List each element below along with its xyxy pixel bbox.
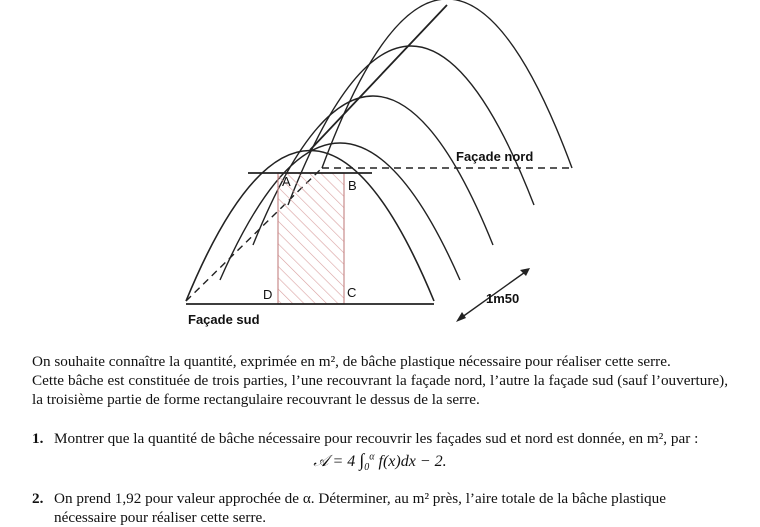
- formula-lhs: 𝒜 = 4: [313, 453, 356, 470]
- question-2: [32, 489, 728, 527]
- question-1-text: Montrer que la quantité de bâche nécessaire pour recouvrir les façades sud et nord est donnée, en m², par :: [54, 430, 699, 447]
- intro-line-2: Cette bâche est constituée de trois parties, l’une recouvrant la façade nord, l’autre la façade sud (sauf l’ouverture), la troisième partie de forme rectangulaire recouvrant le dessus de la serre.: [32, 372, 728, 408]
- integral-sign: ∫: [359, 450, 365, 470]
- question-2-line-1: On prend 1,92 pour valeur approchée de α. Déterminer, au m² près, l’aire totale de la bâche plastique: [54, 490, 666, 507]
- question-2-number: 2.: [32, 490, 44, 507]
- label-north: Façade nord: [456, 149, 534, 164]
- intro-line-1: On souhaite connaître la quantité, exprimée en m², de bâche plastique nécessaire pour réaliser cette serre.: [32, 353, 671, 370]
- ridge-line: [310, 5, 447, 150]
- label-a: A: [282, 174, 291, 189]
- label-d: D: [263, 287, 273, 302]
- label-c: C: [347, 285, 357, 300]
- question-1-number: 1.: [32, 430, 44, 447]
- formula-rhs: f(x)dx − 2.: [378, 453, 447, 470]
- area-formula: [0, 450, 760, 473]
- label-b: B: [348, 178, 357, 193]
- integral-lower: 0: [364, 462, 370, 474]
- integral-upper: α: [369, 451, 375, 463]
- label-dimension: 1m50: [486, 291, 520, 306]
- question-1: [32, 429, 728, 448]
- intro-paragraph: [32, 352, 728, 409]
- question-2-line-2: nécessaire pour réaliser cette serre.: [54, 509, 267, 526]
- door-opening: [278, 173, 344, 304]
- arch-back-4: [322, 0, 572, 168]
- label-south: Façade sud: [188, 312, 260, 327]
